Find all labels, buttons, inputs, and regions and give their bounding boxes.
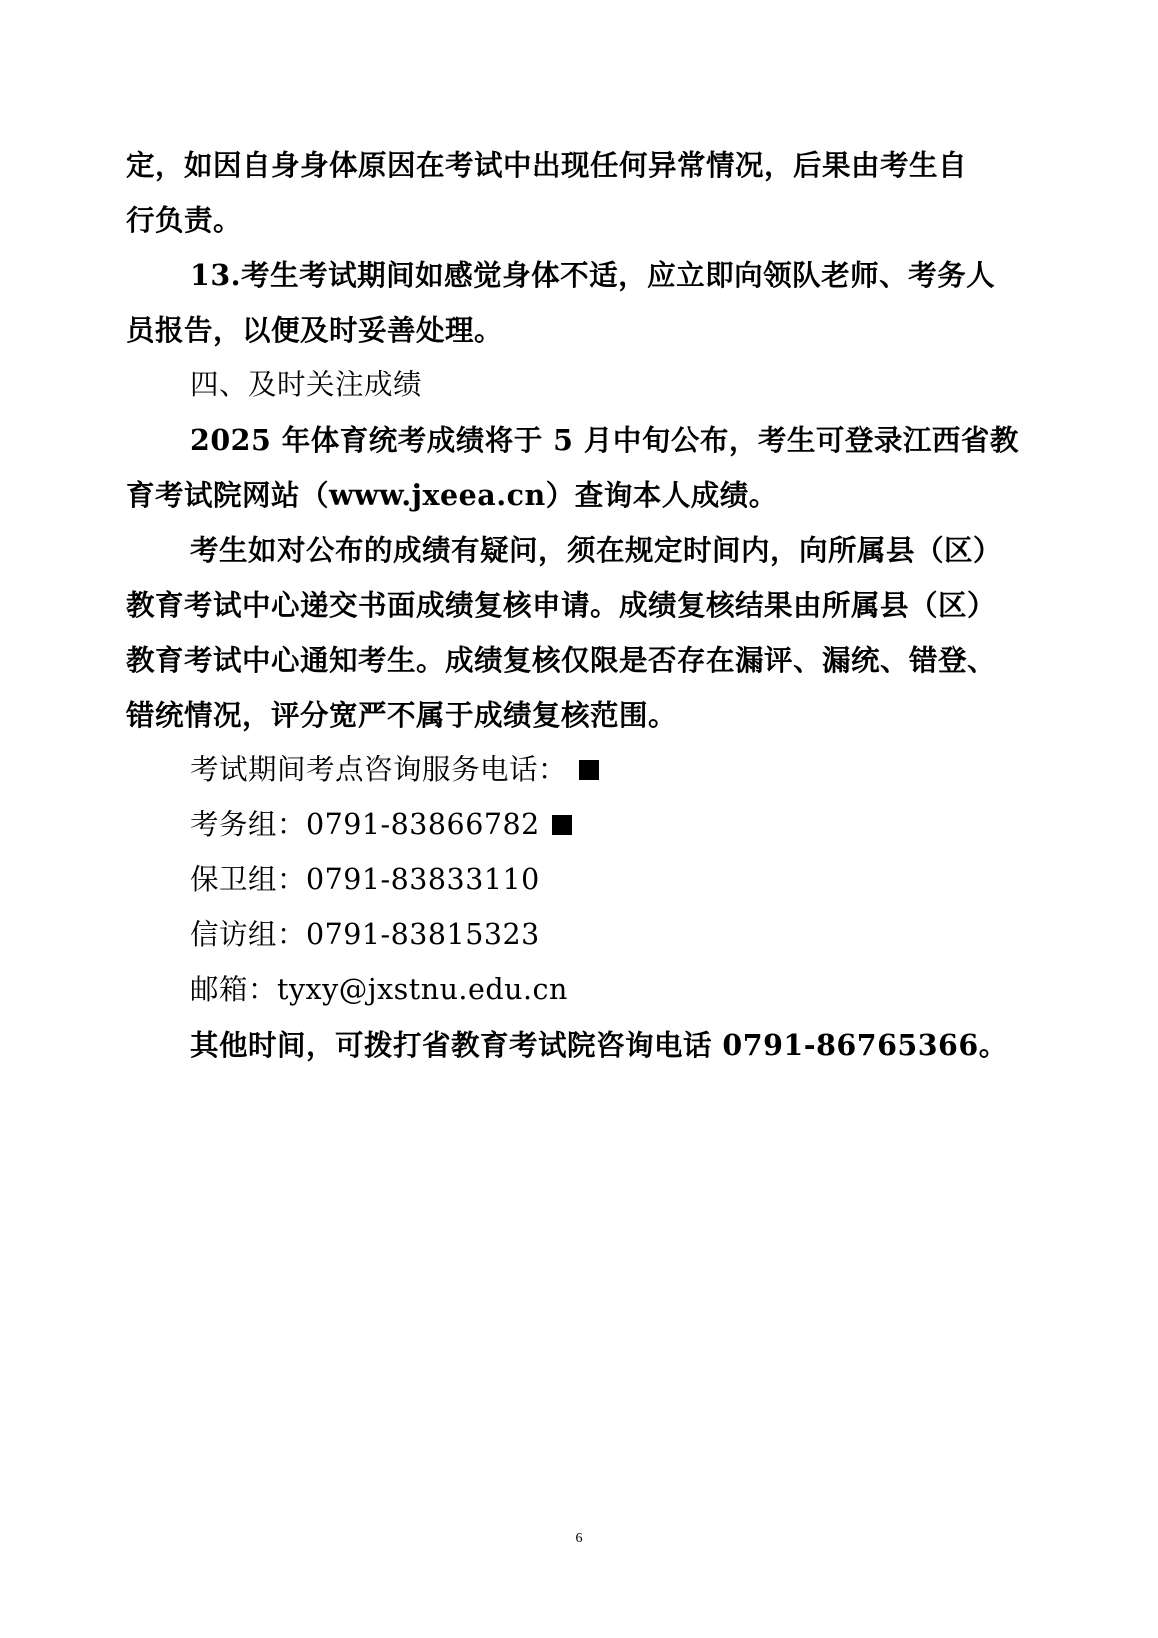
section-4-heading: 四、及时关注成绩 [190, 368, 423, 401]
other-time-contact: 其他时间，可拨打省教育考试院咨询电话 0791-86765366。 [190, 1028, 1008, 1062]
email-contact: 邮箱：tyxy@jxstnu.edu.cn [190, 973, 568, 1006]
score-review-line-2: 教育考试中心递交书面成绩复核申请。成绩复核结果由所属县（区） [126, 588, 997, 622]
continuation-line-2: 行负责。 [126, 203, 243, 237]
contact-intro [190, 753, 1095, 786]
square-mark-icon [552, 815, 572, 835]
continuation-line-1: 定，如因自身身体原因在考试中出现任何异常情况，后果由考生自 [126, 148, 968, 182]
square-mark-icon [579, 760, 599, 780]
petition-contact: 信访组：0791-83815323 [190, 918, 540, 951]
exam-affairs-contact [190, 808, 1095, 841]
score-release-line-2: 育考试院网站（www.jxeea.cn）查询本人成绩。 [126, 478, 778, 512]
contact-intro-text: 考试期间考点咨询服务电话： [190, 753, 568, 786]
item-13-line-1: 13.考生考试期间如感觉身体不适，应立即向领队老师、考务人 [190, 258, 996, 292]
score-release-line-1: 2025 年体育统考成绩将于 5 月中旬公布，考生可登录江西省教 [190, 423, 1019, 457]
security-contact: 保卫组：0791-83833110 [190, 863, 540, 896]
score-review-line-1: 考生如对公布的成绩有疑问，须在规定时间内，向所属县（区） [190, 533, 1003, 567]
score-review-line-4: 错统情况，评分宽严不属于成绩复核范围。 [126, 698, 678, 732]
page-number: 6 [575, 1531, 583, 1546]
exam-affairs-text: 考务组：0791-83866782 [190, 808, 540, 841]
item-13-line-2: 员报告，以便及时妥善处理。 [126, 313, 504, 347]
score-review-line-3: 教育考试中心通知考生。成绩复核仅限是否存在漏评、漏统、错登、 [126, 643, 997, 677]
